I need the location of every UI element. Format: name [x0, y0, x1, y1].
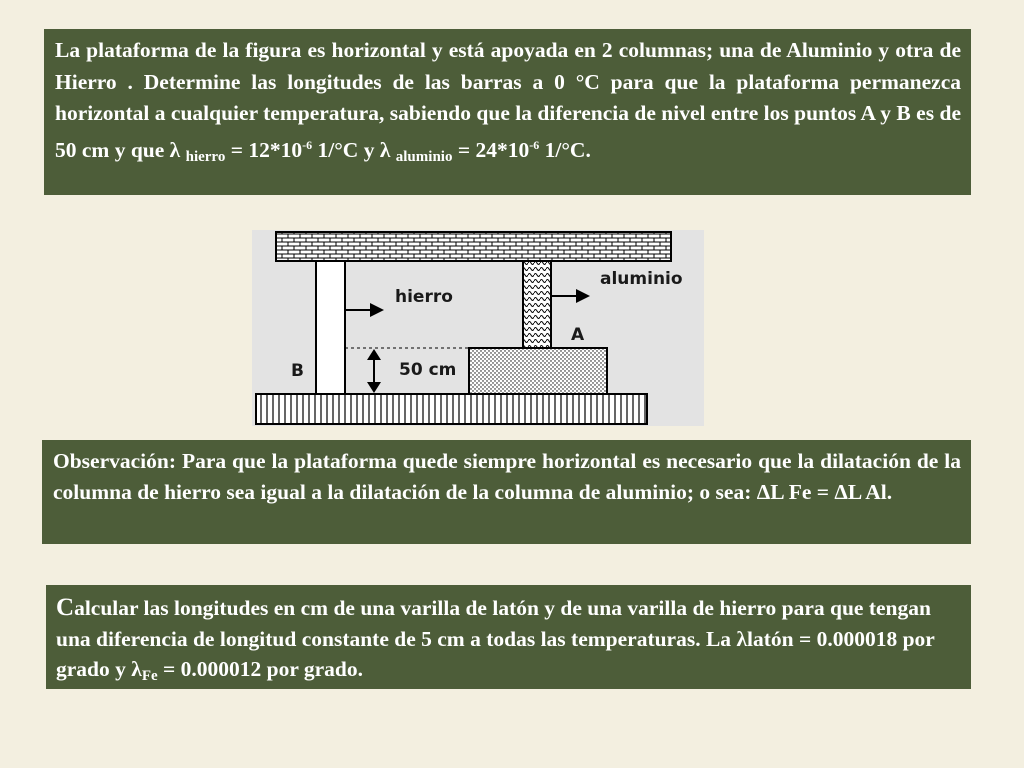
problem-2-initial: C — [56, 594, 75, 621]
platform-diagram — [252, 230, 704, 426]
observation-box — [42, 440, 971, 544]
observation-text: Observación: Para que la plataforma quede siempre horizontal es necesario que la dilatación de la columna de hierro sea igual a la dilatación de la columna de aluminio; o sea: ΔL Fe = ΔL Al. — [53, 449, 961, 504]
lambda-symbol: λ — [169, 137, 181, 162]
subscript-aluminio: aluminio — [395, 148, 453, 165]
label-hierro: hierro — [395, 287, 453, 307]
superscript-exponent: -6 — [302, 137, 313, 152]
problem-1-text-e: 1/°C. — [539, 137, 591, 162]
support-block — [469, 348, 607, 394]
problem-2-text-c: = 0.000012 por grado. — [157, 657, 364, 681]
problem-1-text-c: 1/°C y — [312, 137, 380, 162]
subscript-hierro: hierro — [185, 148, 226, 165]
lambda-symbol: λ — [379, 137, 391, 162]
lambda-symbol: λ — [736, 626, 747, 651]
superscript-exponent: -6 — [529, 137, 540, 152]
problem-2-text-b: latón = 0.000018 por grado y — [56, 626, 935, 681]
label-50cm: 50 cm — [399, 360, 457, 380]
problem-2-box — [46, 585, 971, 689]
problem-1-text: La plataforma de la figura es horizontal y está apoyada en 2 columnas; una de Aluminio y otra de Hierro . Determine las longitudes de las barras a 0 °C para que la plataforma permanezca horizontal a cualquier temperatura, sabiendo que la diferencia de nivel entre los puntos A y B es de 50 cm y que — [55, 38, 961, 162]
problem-1-box — [44, 29, 971, 195]
problem-1-text-b: = 12*10 — [225, 137, 303, 162]
label-point-a: A — [571, 325, 585, 345]
label-aluminio: aluminio — [600, 269, 683, 289]
problem-2-text: alcular las longitudes en cm de una varilla de latón y de una varilla de hierro para que tengan una diferencia de longitud constante de 5 cm a todas las temperaturas. La — [56, 596, 931, 651]
ground — [256, 394, 647, 424]
iron-column — [316, 261, 345, 394]
platform — [276, 232, 671, 261]
lambda-symbol: λ — [131, 657, 142, 681]
platform-figure — [252, 230, 704, 426]
subscript-fe: Fe — [141, 668, 158, 684]
label-point-b: B — [291, 361, 304, 381]
aluminium-column — [523, 261, 551, 348]
problem-1-text-d: = 24*10 — [452, 137, 530, 162]
